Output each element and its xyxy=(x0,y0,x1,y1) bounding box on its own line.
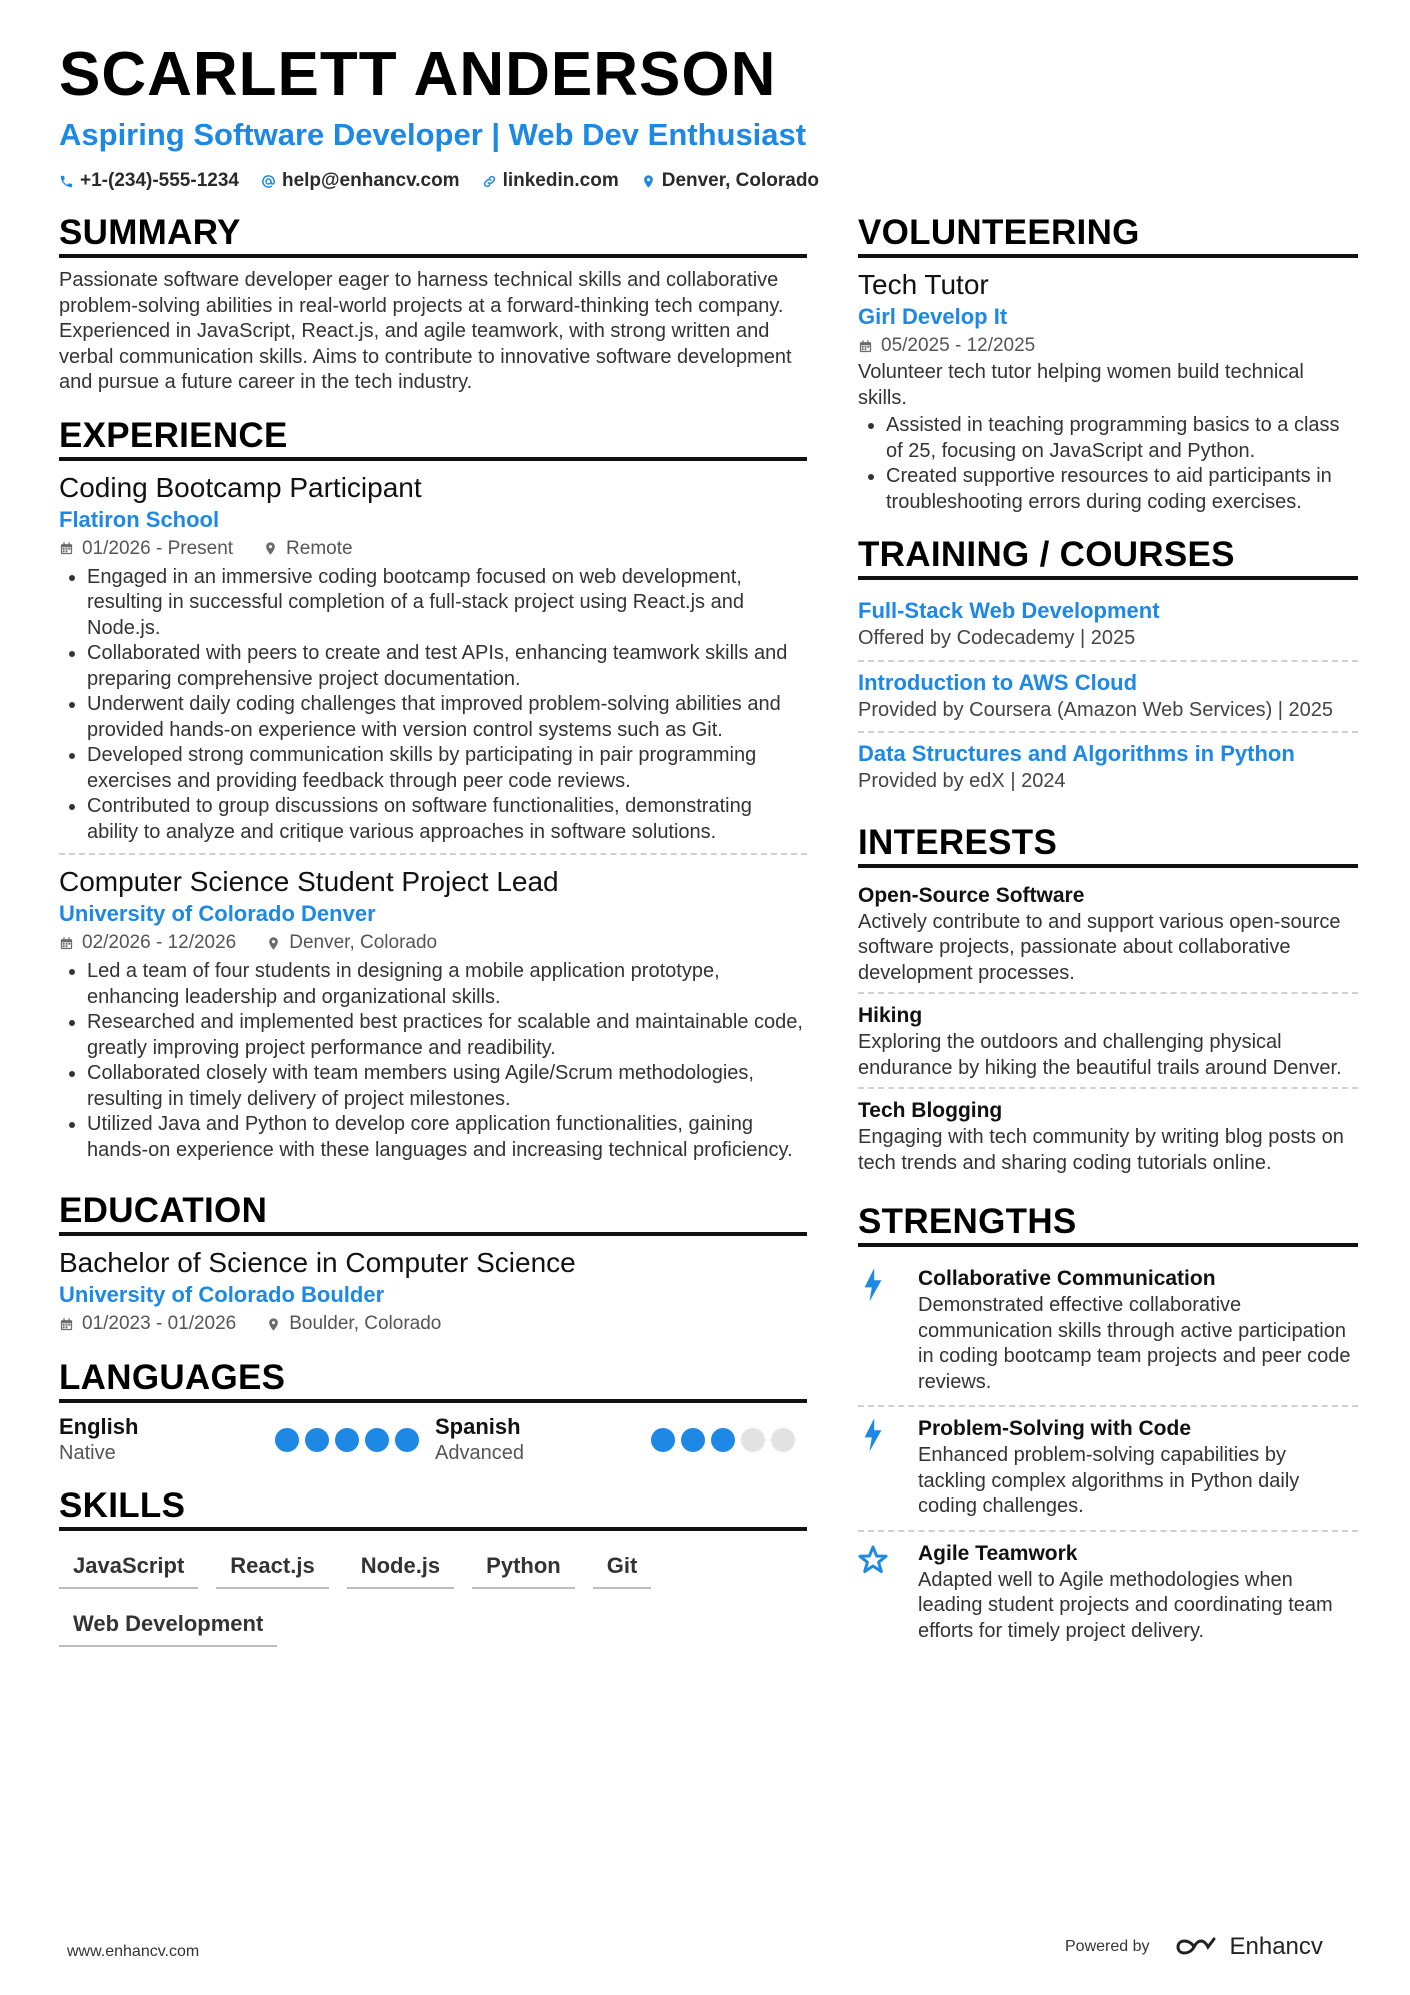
job-bullet: • Developed strong communication skills by participating in pair programming exercises and providing feedback through peer code reviews. xyxy=(87,743,807,794)
interests-heading: INTERESTS xyxy=(858,825,1358,868)
email-text: help@enhancv.com xyxy=(281,170,460,191)
job-location-text: Remote xyxy=(286,537,353,559)
lightning-icon xyxy=(858,1267,888,1303)
course-title: Introduction to AWS Cloud xyxy=(858,669,1138,695)
calendar-icon xyxy=(858,339,873,354)
rating-dot-filled xyxy=(365,1428,389,1452)
strength-icon-wrap xyxy=(858,1415,896,1520)
job-dates-text: 02/2026 - 12/2026 xyxy=(82,932,237,953)
course-item xyxy=(858,590,1358,660)
skill-tag: Python xyxy=(472,1547,575,1589)
skills-section xyxy=(59,1488,807,1647)
rating-dot-filled xyxy=(275,1428,299,1452)
skills-heading: SKILLS xyxy=(59,1488,807,1531)
footer-branding xyxy=(1065,1933,1323,1961)
rating-dot-filled xyxy=(335,1428,359,1452)
strength-title: Agile Teamwork xyxy=(918,1541,1078,1565)
interest-text: Engaging with tech community by writing blog posts on tech trends and sharing coding tutorials online. xyxy=(858,1126,1344,1174)
company-name: Flatiron School xyxy=(59,506,220,532)
strength-title: Collaborative Communication xyxy=(918,1267,1216,1290)
job-meta xyxy=(59,929,807,957)
summary-heading: SUMMARY xyxy=(59,215,807,258)
strength-icon-wrap xyxy=(858,1265,896,1395)
volunteer-bullets xyxy=(858,413,1358,515)
calendar-icon xyxy=(59,1317,74,1332)
rating-dot-filled xyxy=(651,1428,675,1452)
strength-text: Demonstrated effective collaborative communication skills through active participation in coding bootcamp team projects and peer code reviews. xyxy=(918,1294,1351,1393)
language-item xyxy=(59,1413,431,1466)
experience-heading: EXPERIENCE xyxy=(59,418,807,461)
brand-name: Enhancv xyxy=(1229,1933,1323,1960)
candidate-name: SCARLETT ANDERSON xyxy=(59,40,777,109)
course-item xyxy=(858,660,1358,732)
strengths-heading: STRENGTHS xyxy=(858,1204,1358,1247)
powered-by-label: Powered by xyxy=(1065,1938,1150,1955)
volunteer-description: Volunteer tech tutor helping women build technical skills. xyxy=(858,361,1304,409)
course-title: Data Structures and Algorithms in Python xyxy=(858,741,1295,766)
location-pin-icon xyxy=(263,541,278,556)
contact-location xyxy=(641,170,819,192)
degree-title: Bachelor of Science in Computer Science xyxy=(59,1247,576,1278)
languages-row xyxy=(59,1413,807,1466)
skill-tag: React.js xyxy=(216,1547,328,1589)
language-rating xyxy=(651,1428,795,1452)
rating-dot-filled xyxy=(681,1428,705,1452)
strength-item xyxy=(858,1257,1358,1405)
interest-title: Tech Blogging xyxy=(858,1099,1003,1122)
language-level: Advanced xyxy=(435,1442,524,1464)
language-rating xyxy=(275,1428,419,1452)
lightning-icon xyxy=(858,1417,888,1453)
linkedin-text: linkedin.com xyxy=(502,170,619,191)
course-provider: Provided by edX | 2024 xyxy=(858,770,1066,792)
strength-icon-wrap xyxy=(858,1540,896,1645)
job-bullet: • Contributed to group discussions on software functionalities, demonstrating ability to analyze and critique various approaches in software solutions. xyxy=(87,794,807,845)
job-bullet: • Utilized Java and Python to develop core application functionalities, gaining hands-on experience with these languages and increasing technical proficiency. xyxy=(87,1112,807,1163)
job-bullets xyxy=(59,959,807,1163)
summary-section xyxy=(59,215,807,396)
skill-tag: Node.js xyxy=(347,1547,454,1589)
volunteering-section xyxy=(858,215,1358,515)
volunteer-bullet: • Created supportive resources to aid participants in troubleshooting errors during coding exercises. xyxy=(886,464,1358,515)
candidate-headline: Aspiring Software Developer | Web Dev Enthusiast xyxy=(59,117,807,152)
volunteer-dates xyxy=(858,332,1035,360)
link-icon xyxy=(482,174,497,189)
education-heading: EDUCATION xyxy=(59,1193,807,1236)
training-heading: TRAINING / COURSES xyxy=(858,537,1358,580)
job-dates xyxy=(59,929,236,957)
strength-text: Adapted well to Agile methodologies when leading student projects and coordinating team efforts for timely project delivery. xyxy=(918,1568,1333,1642)
volunteer-dates-text: 05/2025 - 12/2025 xyxy=(881,335,1036,356)
course-provider: Offered by Codecademy | 2025 xyxy=(858,627,1136,649)
strength-item xyxy=(858,1405,1358,1530)
job-title: Computer Science Student Project Lead xyxy=(59,866,559,897)
experience-section xyxy=(59,415,807,1172)
job-bullet: • Underwent daily coding challenges that improved problem-solving abilities and provided hands-on experience with version control systems such as Git. xyxy=(87,692,807,743)
language-level: Native xyxy=(59,1442,116,1464)
languages-section xyxy=(59,1360,807,1466)
job-bullet: • Engaged in an immersive coding bootcamp focused on web development, resulting in successful completion of a full-stack project using React.js and Node.js. xyxy=(87,565,807,642)
strength-item xyxy=(858,1530,1358,1655)
training-section xyxy=(858,537,1358,803)
language-name: Spanish xyxy=(435,1414,521,1439)
education-dates-text: 01/2023 - 01/2026 xyxy=(82,1313,237,1334)
rating-dot-filled xyxy=(395,1428,419,1452)
location-pin-icon xyxy=(266,1317,281,1332)
job-dates xyxy=(59,535,233,563)
languages-heading: LANGUAGES xyxy=(59,1360,807,1403)
interest-item xyxy=(858,992,1358,1087)
company-name: University of Colorado Denver xyxy=(59,901,376,926)
education-section xyxy=(59,1193,807,1338)
contact-email[interactable] xyxy=(261,170,460,192)
education-location xyxy=(266,1310,441,1338)
skill-tag: Git xyxy=(593,1547,652,1589)
education-location-text: Boulder, Colorado xyxy=(289,1313,442,1334)
rating-dot-filled xyxy=(305,1428,329,1452)
contact-bar xyxy=(59,170,819,192)
calendar-icon xyxy=(59,936,74,951)
interest-title: Hiking xyxy=(858,1004,923,1027)
interest-item xyxy=(858,1087,1358,1182)
volunteer-role: Tech Tutor xyxy=(858,269,989,300)
at-icon xyxy=(261,174,276,189)
rating-dot-empty xyxy=(741,1428,765,1452)
job-location xyxy=(263,535,353,563)
phone-icon xyxy=(59,174,74,189)
right-column xyxy=(858,215,1358,1676)
job-bullets xyxy=(59,565,807,846)
job-meta xyxy=(59,535,807,563)
experience-entry xyxy=(59,853,807,1171)
volunteering-heading: VOLUNTEERING xyxy=(858,215,1358,258)
course-item xyxy=(858,731,1358,803)
calendar-icon xyxy=(59,541,74,556)
interests-section xyxy=(858,822,1358,1183)
course-provider: Provided by Coursera (Amazon Web Services) | 2025 xyxy=(858,698,1334,721)
job-bullet: • Led a team of four students in designing a mobile application prototype, enhancing leadership and organizational skills. xyxy=(87,959,807,1010)
skills-list xyxy=(59,1541,807,1647)
enhancv-logo-icon xyxy=(1174,1935,1220,1959)
language-item xyxy=(435,1413,807,1466)
left-column xyxy=(59,215,807,1669)
course-title: Full-Stack Web Development xyxy=(858,598,1160,623)
job-bullet: • Collaborated with peers to create and test APIs, enhancing teamwork skills and preparing comprehensive project documentation. xyxy=(87,641,807,692)
interest-title: Open-Source Software xyxy=(858,883,1085,907)
volunteer-meta xyxy=(858,332,1358,360)
summary-text: Passionate software developer eager to harness technical skills and collaborative problem-solving abilities in real-world projects at a forward-thinking tech company. Experienced in JavaScript, React.js, and agile teamwork, with strong written and verbal communication skills. Aims to contribute to innovative software development and pursue a future career in the tech industry. xyxy=(59,269,792,393)
rating-dot-empty xyxy=(771,1428,795,1452)
experience-entry xyxy=(59,471,807,854)
location-pin-icon xyxy=(266,936,281,951)
job-dates-text: 01/2026 - Present xyxy=(82,537,234,559)
skill-tag: Web Development xyxy=(59,1605,277,1647)
job-location-text: Denver, Colorado xyxy=(289,932,438,953)
strength-title: Problem-Solving with Code xyxy=(918,1417,1192,1440)
interest-text: Exploring the outdoors and challenging physical endurance by hiking the beautiful trails around Denver. xyxy=(858,1031,1342,1079)
language-name: English xyxy=(59,1414,139,1439)
rating-dot-filled xyxy=(711,1428,735,1452)
education-meta xyxy=(59,1310,807,1338)
volunteer-bullet: • Assisted in teaching programming basics to a class of 25, focusing on JavaScript and Python. xyxy=(886,413,1358,464)
location-text: Denver, Colorado xyxy=(661,170,820,191)
phone-text: +1-(234)-555-1234 xyxy=(80,170,239,191)
school-name: University of Colorado Boulder xyxy=(59,1282,385,1307)
strengths-section xyxy=(858,1204,1358,1654)
enhancv-logo[interactable] xyxy=(1174,1933,1323,1961)
interest-item xyxy=(858,878,1358,993)
education-dates xyxy=(59,1310,236,1338)
contact-linkedin[interactable] xyxy=(482,170,619,192)
job-title: Coding Bootcamp Participant xyxy=(59,471,422,503)
contact-phone[interactable] xyxy=(59,170,239,192)
job-location xyxy=(266,929,437,957)
star-icon xyxy=(858,1542,888,1578)
footer-website[interactable]: www.enhancv.com xyxy=(67,1943,200,1960)
job-bullet: • Researched and implemented best practices for scalable and maintainable code, greatly improving project performance and readibility. xyxy=(87,1010,807,1061)
location-pin-icon xyxy=(641,174,656,189)
skill-tag: JavaScript xyxy=(59,1547,198,1589)
volunteer-org: Girl Develop It xyxy=(858,304,1008,329)
job-bullet: • Collaborated closely with team members using Agile/Scrum methodologies, resulting in timely delivery of project milestones. xyxy=(87,1061,807,1112)
interest-text: Actively contribute to and support various open-source software projects, passionate about collaborative development processes. xyxy=(858,910,1341,984)
strength-text: Enhanced problem-solving capabilities by tackling complex algorithms in Python daily coding challenges. xyxy=(918,1444,1300,1517)
